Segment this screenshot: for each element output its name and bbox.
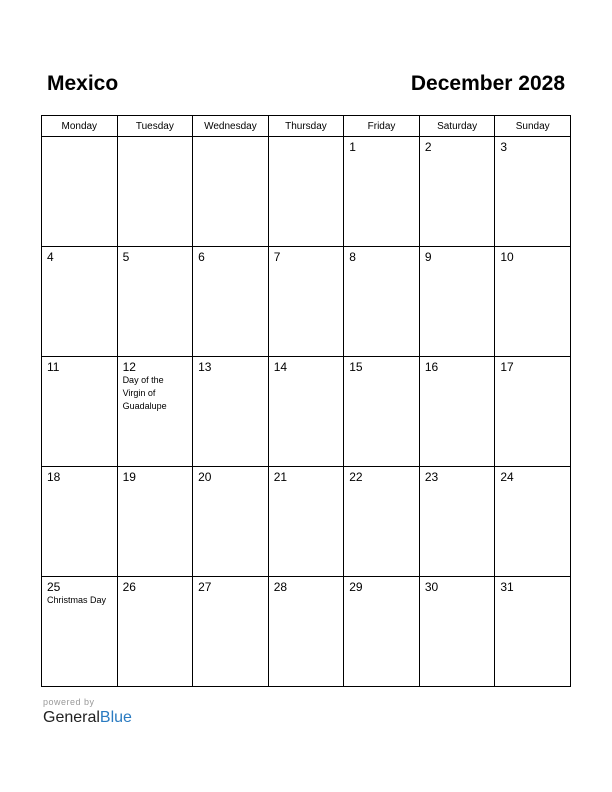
day-number: 19 [122,470,136,484]
day-number: 18 [47,470,61,484]
day-cell [117,357,193,467]
day-number: 10 [500,250,514,264]
day-cell [193,137,269,247]
day-cell [42,467,118,577]
day-cell [117,467,193,577]
day-number: 28 [273,580,288,594]
day-number: 6 [198,250,205,264]
day-cell [344,137,420,247]
day-number: 1 [349,140,356,154]
day-number: 3 [500,140,508,154]
day-number: 27 [198,580,212,594]
day-cell [495,357,571,467]
day-cell [344,577,420,687]
day-number: 25 [47,580,61,594]
day-number: 13 [198,360,212,374]
day-number: 21 [273,470,288,484]
week-row [42,357,571,467]
brand-part-general: General [43,709,100,726]
day-cell [495,467,571,577]
day-cell [344,247,420,357]
day-number: 22 [349,470,363,484]
day-number: 5 [122,250,130,264]
day-number: 17 [500,360,514,374]
country-title: Mexico [47,72,119,95]
day-cell [419,467,495,577]
weekday-saturday: Saturday [419,116,495,137]
day-cell [419,577,495,687]
day-number: 26 [122,580,136,594]
day-cell [117,247,193,357]
day-cell [42,247,118,357]
day-cell [193,467,269,577]
day-number: 20 [198,470,212,484]
holiday-label: Christmas Day [47,595,107,605]
weekday-thursday: Thursday [268,116,344,137]
day-cell [419,247,495,357]
day-cell [193,247,269,357]
week-row [42,247,571,357]
calendar-grid [41,115,571,687]
day-number: 23 [424,470,439,484]
day-cell [419,357,495,467]
day-cell [42,137,118,247]
day-cell [268,247,344,357]
day-cell [495,247,571,357]
day-number: 8 [349,250,356,264]
holiday-label: Day of the Virgin of Guadalupe [122,375,167,411]
day-cell [344,467,420,577]
day-cell [268,577,344,687]
day-cell [193,357,269,467]
day-number: 2 [424,140,432,154]
day-number: 4 [47,250,54,264]
weekday-friday: Friday [344,116,420,137]
weekday-tuesday: Tuesday [117,116,193,137]
day-number: 24 [500,470,514,484]
day-number: 7 [273,250,281,264]
day-number: 29 [349,580,363,594]
day-number: 11 [47,360,60,374]
day-cell [268,137,344,247]
powered-by-text: powered by [43,697,95,707]
weekday-sunday: Sunday [495,116,571,137]
week-row [42,137,571,247]
day-cell [268,467,344,577]
generalblue-logo[interactable] [43,708,132,728]
day-number: 9 [424,250,432,264]
week-row [42,577,571,687]
day-cell [42,357,118,467]
weekday-header-row [42,116,571,137]
month-year-title: December 2028 [410,72,565,95]
day-cell [193,577,269,687]
day-number: 16 [424,360,439,374]
day-cell [42,577,118,687]
day-number: 31 [500,580,514,594]
day-cell [419,137,495,247]
day-cell [344,357,420,467]
brand-part-blue: Blue [99,709,132,726]
day-number: 15 [349,360,363,374]
day-cell [117,577,193,687]
day-cell [268,357,344,467]
weekday-wednesday: Wednesday [193,116,269,137]
week-row [42,467,571,577]
day-cell [495,137,571,247]
day-number: 14 [273,360,288,374]
day-number: 30 [424,580,439,594]
day-cell [117,137,193,247]
day-cell [495,577,571,687]
day-number: 12 [122,360,136,374]
footer [43,697,132,728]
weekday-monday: Monday [42,116,118,137]
